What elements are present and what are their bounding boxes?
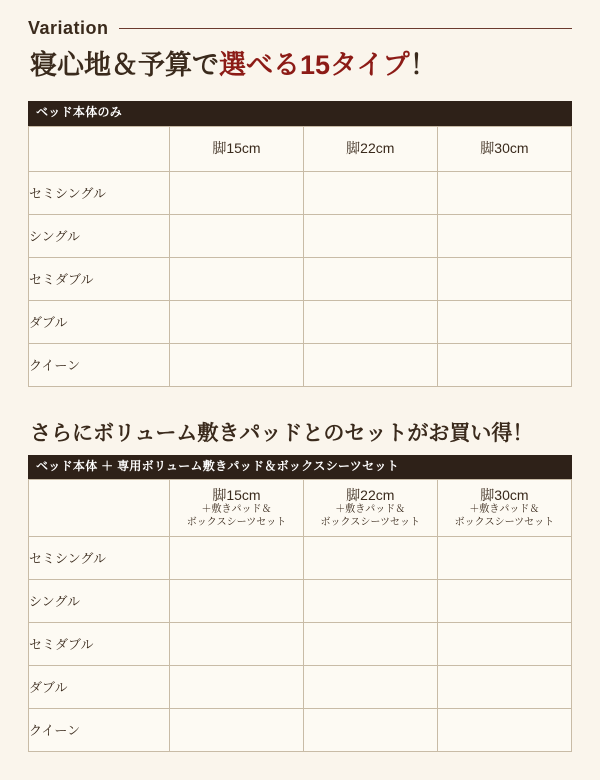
block2-cell-4-3: [437, 665, 571, 708]
block1-caption-bar: ベッド本体のみ: [28, 101, 572, 125]
table-row: [29, 300, 572, 343]
block2-table: [28, 479, 572, 752]
block1-col1-main: 脚15cm: [212, 139, 261, 156]
block1-col-head-2: [303, 126, 437, 171]
block1-cell-2-2: [303, 214, 437, 257]
block2-col3-sub: ＋敷きパッド＆ ボックスシーツセット: [454, 504, 555, 528]
block2-row-head-1: セミシングル: [29, 536, 170, 579]
headline-suffix: ！: [409, 50, 437, 80]
block1-corner-cell: [29, 126, 170, 171]
block2-cell-5-2: [303, 708, 437, 751]
block2-cell-2-3: [437, 579, 571, 622]
block2-col2-main: 脚22cm: [346, 486, 395, 503]
block1-row-head-5: クイーン: [29, 343, 170, 386]
block2-row-head-3: セミダブル: [29, 622, 170, 665]
table-row: [29, 343, 572, 386]
block2-cell-2-1: [170, 579, 304, 622]
block1-cell-1-2: [303, 171, 437, 214]
block2-col1-main: 脚15cm: [212, 486, 261, 503]
block2-cell-1-3: [437, 536, 571, 579]
block2-col2-sub: ＋敷きパッド＆ ボックスシーツセット: [320, 504, 421, 528]
block2-cell-4-2: [303, 665, 437, 708]
block1-cell-3-2: [303, 257, 437, 300]
block2-cell-2-2: [303, 579, 437, 622]
heading-divider: [119, 28, 572, 29]
table-row: [29, 665, 572, 708]
block1-cell-1-1: [170, 171, 304, 214]
block1-row-head-2: シングル: [29, 214, 170, 257]
block2-cell-3-3: [437, 622, 571, 665]
block1-cell-3-3: [437, 257, 571, 300]
block1-cell-2-1: [170, 214, 304, 257]
block1-cell-5-3: [437, 343, 571, 386]
table-header-row: [29, 126, 572, 171]
block2-col3-main: 脚30cm: [480, 486, 529, 503]
block2-row-head-5: クイーン: [29, 708, 170, 751]
block1-col-head-3: [437, 126, 571, 171]
block1-cell-5-2: [303, 343, 437, 386]
block1-row-head-4: ダブル: [29, 300, 170, 343]
block2-col-head-1: [170, 479, 304, 536]
block2-cell-5-3: [437, 708, 571, 751]
block2-col-head-3: [437, 479, 571, 536]
variation-heading-row: [28, 18, 572, 39]
block1-col2-main: 脚22cm: [346, 139, 395, 156]
block1-cell-5-1: [170, 343, 304, 386]
table-row: [29, 171, 572, 214]
block1-row-head-3: セミダブル: [29, 257, 170, 300]
block2-caption-bar: ベッド本体 ＋ 専用ボリューム敷きパッド＆ボックスシーツセット: [28, 455, 572, 479]
block2-sub-headline: さらにボリューム敷きパッドとのセットがお買い得！: [30, 421, 534, 445]
block1-cell-4-1: [170, 300, 304, 343]
block2-cell-3-2: [303, 622, 437, 665]
block2-cell-1-1: [170, 536, 304, 579]
block2-cell-4-1: [170, 665, 304, 708]
block2-row-head-4: ダブル: [29, 665, 170, 708]
block1-col-head-1: [170, 126, 304, 171]
table-row: [29, 579, 572, 622]
headline-prefix: 寝心地＆予算で: [30, 50, 219, 80]
table-header-row: [29, 479, 572, 536]
table-row: [29, 536, 572, 579]
table-row: [29, 257, 572, 300]
variation-label: Variation: [28, 18, 109, 38]
block2-row-head-2: シングル: [29, 579, 170, 622]
page-title: [30, 49, 572, 81]
block2-corner-cell: [29, 479, 170, 536]
block1-col3-main: 脚30cm: [480, 139, 529, 156]
block2-cell-1-2: [303, 536, 437, 579]
table-row: [29, 214, 572, 257]
block1-cell-3-1: [170, 257, 304, 300]
block2-col-head-2: [303, 479, 437, 536]
block1-table: [28, 126, 572, 387]
block1-cell-1-3: [437, 171, 571, 214]
block1-cell-4-3: [437, 300, 571, 343]
block1-cell-2-3: [437, 214, 571, 257]
headline-accent: 選べる15タイプ: [219, 50, 410, 80]
table-row: [29, 708, 572, 751]
block2-cell-5-1: [170, 708, 304, 751]
table-row: [29, 622, 572, 665]
block2-cell-3-1: [170, 622, 304, 665]
block1-cell-4-2: [303, 300, 437, 343]
block2-col1-sub: ＋敷きパッド＆ ボックスシーツセット: [186, 504, 287, 528]
block1-row-head-1: セミシングル: [29, 171, 170, 214]
